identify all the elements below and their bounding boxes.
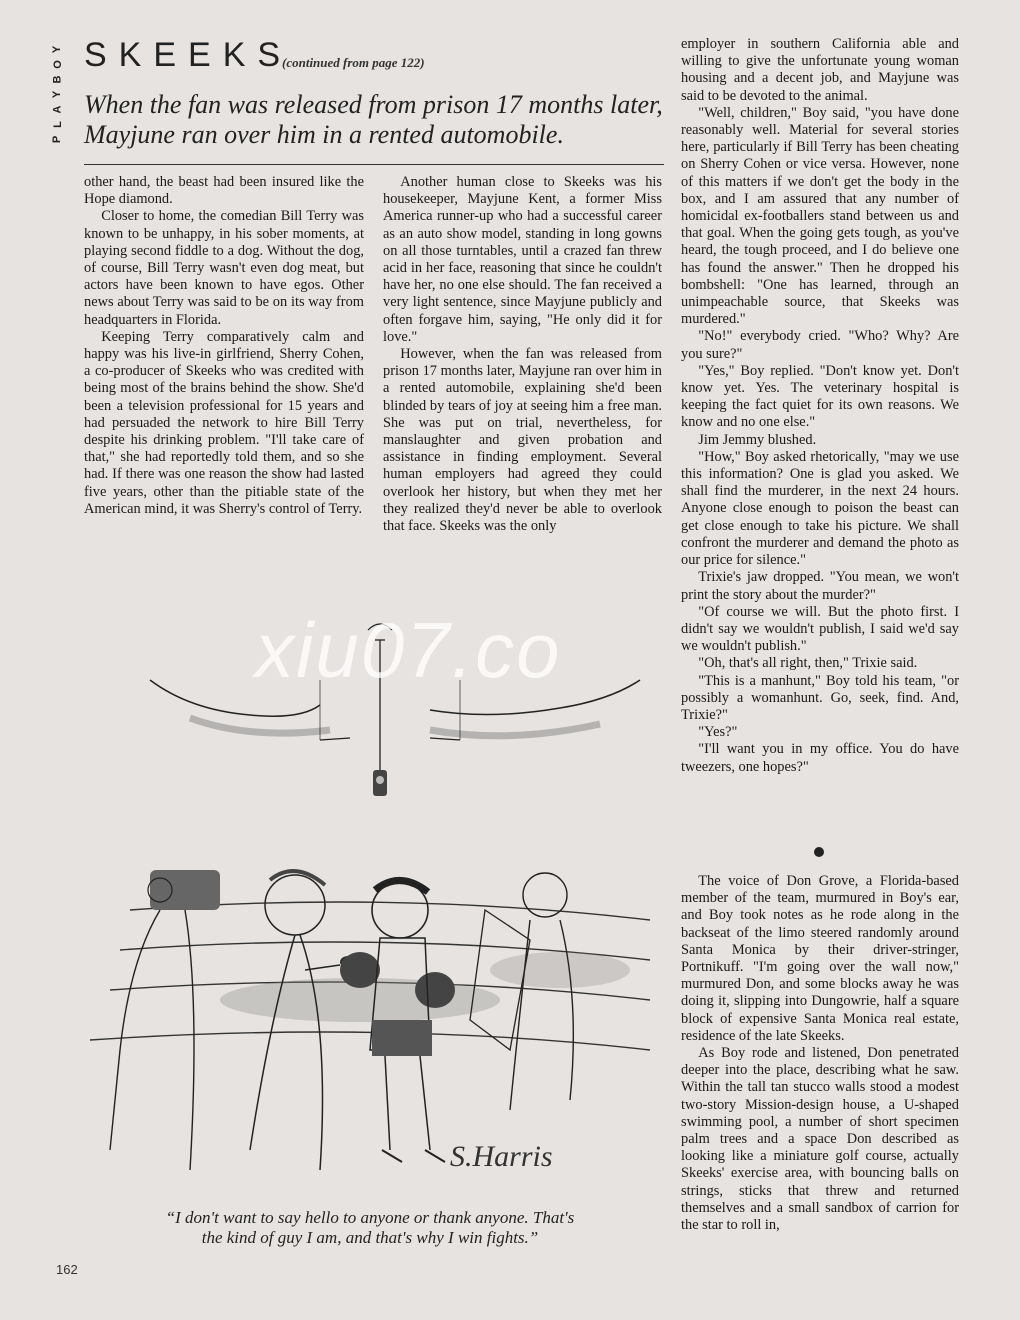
paragraph: Trixie's jaw dropped. "You mean, we won't print the story about the murder?" <box>681 569 959 603</box>
text-column-1 <box>84 174 364 518</box>
paragraph: Keeping Terry comparatively calm and happy was his live-in girlfriend, Sherry Cohen, a co-producer of Skeeks who was credited with being most of the brains behind the show. She'd been a television professional for 15 years and had persuaded the network to hire Bill Terry despite his drinking problem. "I'll take care of that," she had reportedly told them, and so she had. If there was one reason the show had lasted five years, other than the pitiable state of the American mind, it was Sherry's control of Terry. <box>84 328 364 517</box>
header-divider <box>84 164 664 165</box>
paragraph: "I'll want you in my office. You do have tweezers, one hopes?" <box>681 741 959 775</box>
paragraph: "Yes," Boy replied. "Don't know yet. Don't know yet. Yes. The veterinary hospital is keeping the fact quiet for its own reasons. We know and no one else." <box>681 362 959 431</box>
paragraph: "Well, children," Boy said, "you have done reasonably well. Material for several stories here, particularly if Bill Terry has been cheating on Sherry Cohen or vice versa. However, none of this matters if we don't get the body in the box, and I am assured that any number of homicidal ex-footballers stand between us and that goal. When the going gets tough, as you've heard, the tough proceed, and I do believe one has found the answer." Then he dropped his bombshell: "One has learned, through an unimpeachable source, that Skeeks was murdered." <box>681 104 959 328</box>
paragraph: Jim Jemmy blushed. <box>698 431 817 448</box>
continued-note: (continued from page 122) <box>282 55 425 70</box>
masthead-letter: L <box>51 121 64 128</box>
paragraph: "How," Boy asked rhetorically, "may we use this information? One is glad you asked. We shall find the murderer, in the next 24 hours. Anyone close enough to poison the beast can get close enough to take his picture. We shall confront the murderer and demand the photo as our price for silence." <box>681 448 959 569</box>
paragraph: "This is a manhunt," Boy told his team, "or possibly a womanhunt. Go, seek, find. And, Trixie?" <box>681 672 959 723</box>
paragraph: However, when the fan was released from prison 17 months later, Mayjune ran over him in a rented automobile, explaining she'd been blinded by tears of joy at seeing him a free man. She was put on trial, nevertheless, for manslaughter and given probation and assistance in finding employment. Several human employers had agreed they could overlook her history, but when they met her they realized they'd never be able to overlook that face. Skeeks was the only <box>383 346 662 535</box>
paragraph: "Yes?" <box>698 724 738 741</box>
paragraph: "Of course we will. But the photo first. I didn't say we wouldn't publish, I said we'd say we wouldn't publish." <box>681 603 959 655</box>
playboy-masthead <box>52 42 66 147</box>
masthead-letter: Y <box>51 90 64 99</box>
paragraph: The voice of Don Grove, a Florida-based member of the team, murmured in Boy's ear, and Boy took notes as he rode along in the backseat of the limo steered randomly around Santa Monica by their driver-stringer, Portnikuff. "I'm going over the wall now," murmured Don, and some blocks away he was doing it, slipping into Dungowrie, half a square block of expensive Santa Monica real estate, residence of the late Skeeks. <box>681 873 959 1044</box>
paragraph: Closer to home, the comedian Bill Terry was known to be unhappy, in his sober moments, at playing second fiddle to a dog. Without the dog, of course, Bill Terry wasn't even dog meat, but actors have been known to have egos. Other news about Terry was said to be on its way from headquarters in Florida. <box>84 208 364 328</box>
masthead-letter: O <box>51 60 64 69</box>
masthead-letter: A <box>51 105 64 114</box>
section-break-bullet <box>814 847 824 857</box>
masthead-letter: B <box>51 75 64 84</box>
masthead-letter: Y <box>51 45 64 54</box>
paragraph: Another human close to Skeeks was his housekeeper, Mayjune Kent, a former Miss America runner-up who had a successful career as an auto show model, standing in long gowns on all those turntables, until a crazed fan threw acid in her face, reasoning that since he couldn't have her, no one else should. The fan received a very light sentence, since Mayjune publicly and often forgave him, saying, "He only did it for love." <box>383 174 662 345</box>
paragraph: "No!" everybody cried. "Who? Why? Are you sure?" <box>681 328 959 362</box>
paragraph: As Boy rode and listened, Don penetrated deeper into the place, describing what he saw. Within the tall tan stucco walls stood a modest two-story Mission-design house, a U-shaped swimming pool, a number of short specimen palm trees and a space Don described as looking like a miniature golf course, actually Skeeks' exercise area, with bouncing balls on strings, sticks that threw and returned themselves and a small sandbox of carrion for the star to roll in, <box>681 1045 959 1234</box>
cartoon-caption: “I don't want to say hello to anyone or thank anyone. That's the kind of guy I am, and that's why I win fights.” <box>165 1208 575 1247</box>
paragraph: employer in southern California able and willing to give the unfortunate young woman housing and a decent job, and Mayjune was said to be devoted to the animal. <box>681 36 959 104</box>
text-column-3-continued <box>681 873 959 1234</box>
masthead-letter: P <box>51 135 64 144</box>
paragraph: other hand, the beast had been insured like the Hope diamond. <box>84 174 364 208</box>
text-column-2 <box>383 174 662 535</box>
page-number: 162 <box>56 1262 78 1277</box>
article-title: SKEEKS <box>84 36 293 74</box>
paragraph: "Oh, that's all right, then," Trixie said. <box>698 655 918 672</box>
cartoon-boxer-illustration <box>90 850 660 1190</box>
cartoonist-signature: S.Harris <box>450 1140 553 1173</box>
watermark-text: xiu07.co <box>255 606 562 694</box>
article-header <box>84 36 664 80</box>
pull-quote: When the fan was released from prison 17 months later, Mayjune ran over him in a rented automobile. <box>84 90 663 149</box>
text-column-3 <box>681 36 959 776</box>
